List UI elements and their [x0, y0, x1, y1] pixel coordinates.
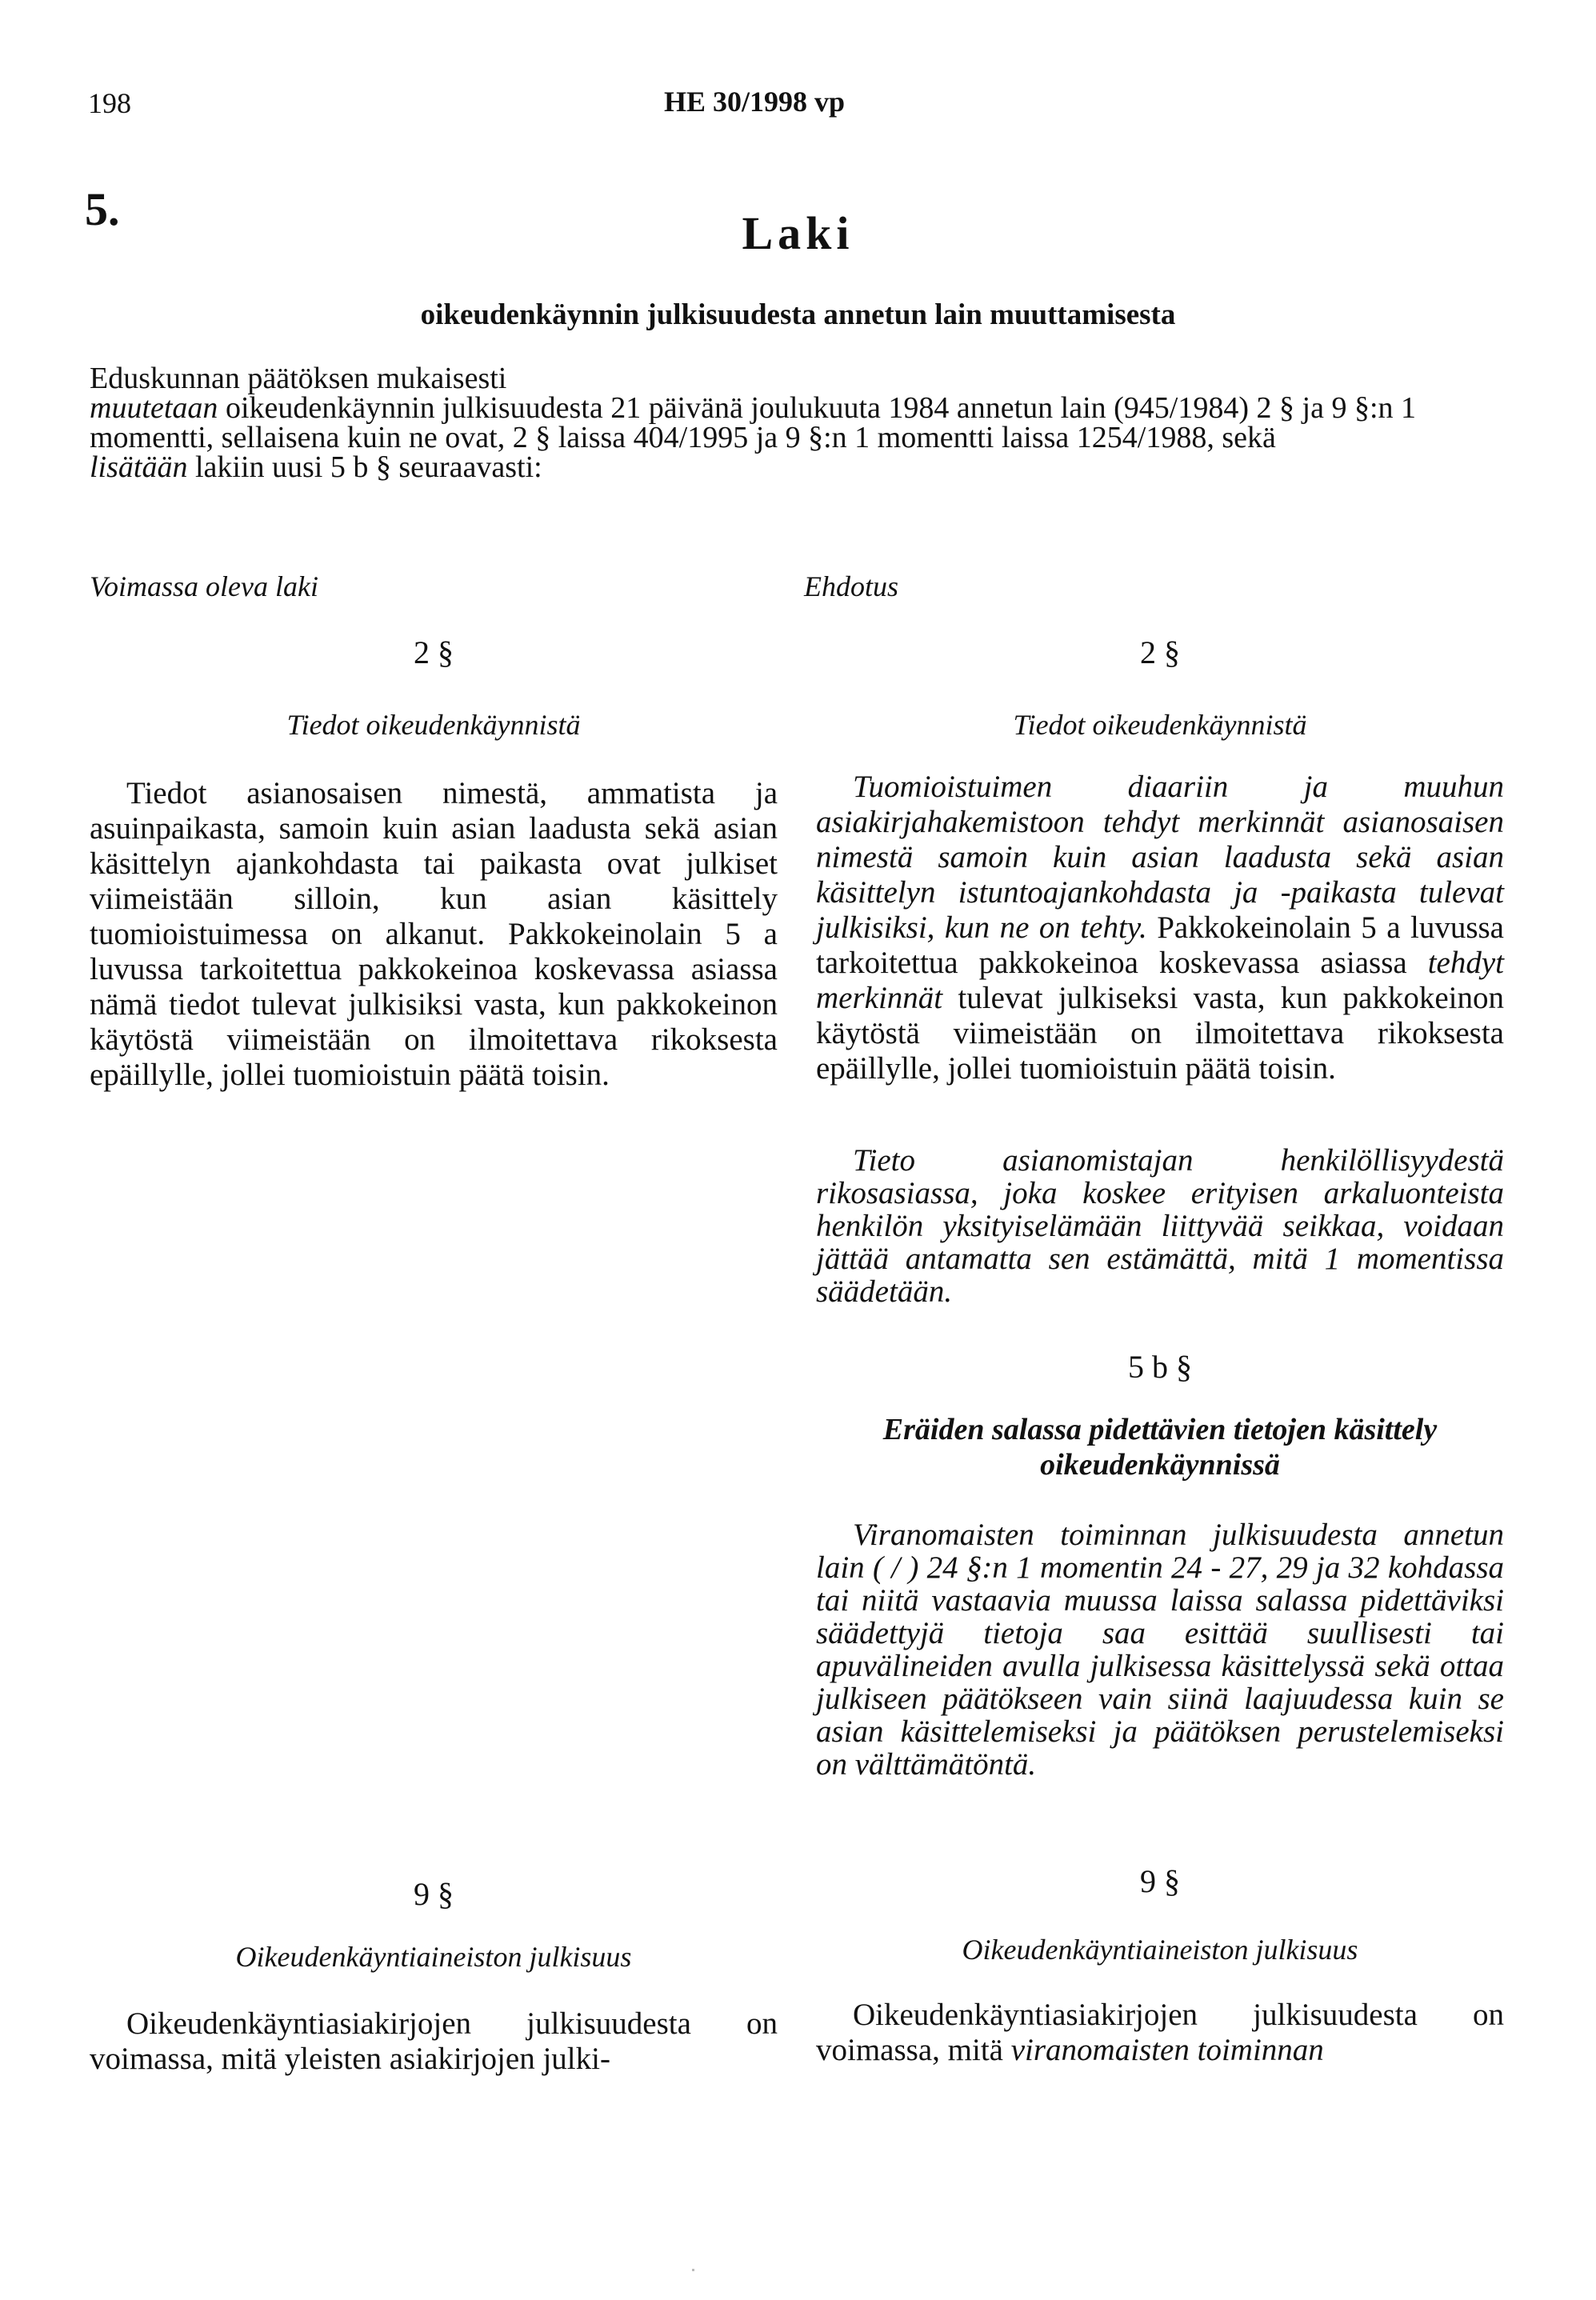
right-section-2-number: 2 §: [1140, 634, 1180, 670]
right-section-9-number: 9 §: [1140, 1863, 1180, 1899]
right-section-9-heading: Oikeudenkäyntiaineiston julkisuus: [962, 1934, 1358, 1966]
section-number: 5.: [85, 183, 120, 235]
left-column-header: Voimassa oleva laki: [90, 570, 318, 602]
scan-speck: [692, 2269, 694, 2271]
left-section-2-number: 2 §: [414, 634, 454, 670]
page-number: 198: [88, 87, 131, 119]
running-head: HE 30/1998 vp: [664, 86, 846, 118]
intro-amend-clause: [90, 391, 1506, 454]
right-section-2-paragraph-2: Tieto asianomistajan henkilöllisyydestä rikosasiassa, joka koskee erityisen arkaluonteista henkilön yksityiselämään liittyvää seikkaa, voidaan jättää antamatta sen estämättä, mitä 1 momentissa säädetään.: [816, 1143, 1504, 1309]
intro-add-text: lakiin uusi 5 b § seuraavasti:: [187, 450, 542, 484]
left-section-9-heading: Oikeudenkäyntiaineiston julkisuus: [235, 1941, 632, 1973]
law-title: Laki: [742, 207, 854, 259]
right-p1-regular-c: tulevat julkiseksi vasta, kun pakkokeinon käytöstä viimeistään on ilmoitettava rikoksesta epäillylle, jollei tuomioistuin päätä toisin.: [816, 981, 1504, 1086]
intro-amend-text: oikeudenkäynnin julkisuudesta 21 päivänä joulukuuta 1984 annetun lain (945/1984) 2 § ja 9 §:n 1 momentti, sellaisena kuin ne ovat, 2 § laissa 404/1995 ja 9 §:n 1 momentti laissa 1254/1988, sekä: [90, 391, 1417, 454]
intro-add-clause: [90, 450, 1506, 484]
right-section-5b-heading: Eräiden salassa pidettävien tietojen käsittely oikeudenkäynnissä: [882, 1413, 1438, 1482]
right-section-9-text: [816, 1998, 1504, 2068]
right-p1-regular-a: Pakkokeinolain 5 a luvussa tarkoitettua pakkokeinoa koskevassa asiassa: [816, 910, 1504, 980]
right-section-2-paragraph-1: [816, 770, 1504, 1086]
left-section-2-text: Tiedot asianosaisen nimestä, ammatista ja asuinpaikasta, samoin kuin asian laadusta sekä asian käsittelyn ajankohdasta tai paikasta ovat julkiset viimeistään silloin, kun asian käsittely tuomioistuimessa on alkanut. Pakkokeinolain 5 a luvussa tarkoitettua pakkokeinoa koskevassa asiassa nämä tiedot tulevat julkisiksi vasta, kun pakkokeinon käytöstä viimeistään on ilmoitettava rikoksesta epäillylle, jollei tuomioistuin päätä toisin.: [90, 776, 778, 1092]
intro-verb-add: lisätään: [90, 450, 188, 484]
intro-paragraph: [90, 364, 1506, 482]
law-subtitle: oikeudenkäynnin julkisuudesta annetun lain muuttamisesta: [420, 298, 1176, 331]
right-section-5b-text: Viranomaisten toiminnan julkisuudesta annetun lain ( / ) 24 §:n 1 momentin 24 - 27, 29 ja 32 kohdassa tai niitä vastaavia muussa laissa salassa pidettäviksi säädettyjä tietoja saa esittää suullisesti tai apuvälineiden avulla julkisessa käsittelyssä sekä ottaa julkiseen päätökseen vain siinä laajuudessa kuin se asian käsittelemiseksi ja päätöksen perustelemiseksi on välttämätöntä.: [816, 1518, 1504, 1782]
left-section-9-number: 9 §: [414, 1876, 454, 1912]
intro-line-1: Eduskunnan päätöksen mukaisesti: [90, 362, 507, 395]
left-section-2-heading: Tiedot oikeudenkäynnistä: [286, 709, 581, 741]
right-section-5b-number: 5 b §: [1128, 1349, 1192, 1385]
right-section-2-heading: Tiedot oikeudenkäynnistä: [1013, 709, 1307, 741]
right-p1-italic-b: tehdyt merkinnät: [816, 946, 1504, 1015]
right-p1-italic: Tuomioistuimen diaariin ja muuhun asiakirjahakemistoon tehdyt merkinnät asianosaisen nimestä samoin kuin asian laadusta sekä asian käsittelyn istuntoajankohdasta ja -paikasta tulevat julkisiksi, kun ne on tehty.: [816, 770, 1504, 945]
right-s9-regular: Oikeudenkäyntiasiakirjojen julkisuudesta on voimassa, mitä: [816, 1998, 1504, 2067]
intro-verb-amend: muutetaan: [90, 391, 218, 425]
left-section-9-text: Oikeudenkäyntiasiakirjojen julkisuudesta on voimassa, mitä yleisten asiakirjojen julki-: [90, 2006, 778, 2076]
right-s9-italic: viranomaisten toiminnan: [1010, 2033, 1324, 2067]
right-column-header: Ehdotus: [804, 570, 899, 602]
